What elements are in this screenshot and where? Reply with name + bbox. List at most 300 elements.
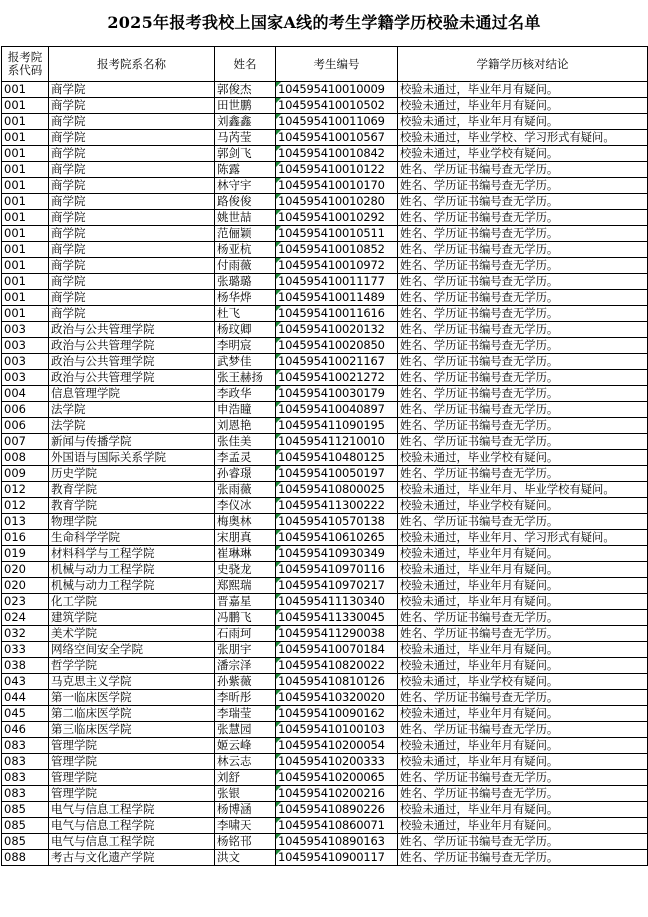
candidate-name-cell: 杨华烨	[215, 290, 276, 306]
candidate-name-cell: 张璐璐	[215, 274, 276, 290]
conclusion-cell: 校验未通过，毕业年月有疑问。	[398, 706, 648, 722]
candidate-number-cell: 104595410970217	[276, 578, 398, 594]
table-row	[2, 770, 648, 786]
conclusion-cell: 姓名、学历证书编号查无学历。	[398, 370, 648, 386]
candidate-name-cell: 张慧园	[215, 722, 276, 738]
dept-name-cell: 哲学学院	[49, 658, 215, 674]
dept-code-cell: 016	[2, 530, 49, 546]
candidate-number-cell: 104595410010511	[276, 226, 398, 242]
dept-name-cell: 教育学院	[49, 482, 215, 498]
dept-name-cell: 信息管理学院	[49, 386, 215, 402]
candidate-number-cell: 104595411290038	[276, 626, 398, 642]
candidate-number-cell: 104595410020132	[276, 322, 398, 338]
candidate-name-cell: 史骁龙	[215, 562, 276, 578]
dept-code-cell: 003	[2, 322, 49, 338]
conclusion-cell: 校验未通过，毕业年月有疑问。	[398, 562, 648, 578]
candidate-number-cell: 104595410200065	[276, 770, 398, 786]
table-row	[2, 178, 648, 194]
dept-name-cell: 电气与信息工程学院	[49, 834, 215, 850]
candidate-name-cell: 姬云峰	[215, 738, 276, 754]
dept-name-cell: 商学院	[49, 226, 215, 242]
dept-name-cell: 建筑学院	[49, 610, 215, 626]
candidate-name-cell: 孙睿璟	[215, 466, 276, 482]
candidate-number-cell: 104595410010852	[276, 242, 398, 258]
table-row	[2, 146, 648, 162]
candidate-name-cell: 李政华	[215, 386, 276, 402]
dept-code-cell: 024	[2, 610, 49, 626]
candidate-name-cell: 石雨珂	[215, 626, 276, 642]
conclusion-cell: 姓名、学历证书编号查无学历。	[398, 210, 648, 226]
dept-name-cell: 生命科学学院	[49, 530, 215, 546]
conclusion-cell: 姓名、学历证书编号查无学历。	[398, 786, 648, 802]
candidate-number-cell: 104595410900117	[276, 850, 398, 866]
table-row	[2, 418, 648, 434]
candidate-number-cell: 104595410010009	[276, 82, 398, 98]
candidate-name-cell: 洪文	[215, 850, 276, 866]
dept-name-cell: 第一临床医学院	[49, 690, 215, 706]
candidate-number-cell: 104595410320020	[276, 690, 398, 706]
candidate-name-cell: 付雨薇	[215, 258, 276, 274]
conclusion-cell: 校验未通过，毕业学校有疑问。	[398, 450, 648, 466]
dept-code-cell: 003	[2, 338, 49, 354]
conclusion-cell: 姓名、学历证书编号查无学历。	[398, 258, 648, 274]
candidate-number-cell: 104595410011616	[276, 306, 398, 322]
table-row	[2, 114, 648, 130]
candidate-number-cell: 104595410090162	[276, 706, 398, 722]
table-row	[2, 450, 648, 466]
conclusion-cell: 姓名、学历证书编号查无学历。	[398, 418, 648, 434]
page-title: 2025年报考我校上国家A线的考生学籍学历校验未通过名单	[107, 13, 541, 32]
candidate-number-cell: 104595410010567	[276, 130, 398, 146]
table-row	[2, 674, 648, 690]
table-row	[2, 530, 648, 546]
table-row	[2, 578, 648, 594]
table-row	[2, 338, 648, 354]
dept-code-cell: 085	[2, 834, 49, 850]
conclusion-cell: 校验未通过，毕业学校、学习形式有疑问。	[398, 130, 648, 146]
dept-code-cell: 001	[2, 242, 49, 258]
dept-name-cell: 管理学院	[49, 786, 215, 802]
dept-code-cell: 003	[2, 370, 49, 386]
table-row	[2, 754, 648, 770]
dept-code-cell: 013	[2, 514, 49, 530]
conclusion-cell: 校验未通过，毕业年月有疑问。	[398, 754, 648, 770]
dept-code-cell: 001	[2, 194, 49, 210]
candidate-name-cell: 张佳美	[215, 434, 276, 450]
conclusion-cell: 姓名、学历证书编号查无学历。	[398, 434, 648, 450]
candidate-number-cell: 104595410010280	[276, 194, 398, 210]
candidate-name-cell: 杨亚杭	[215, 242, 276, 258]
conclusion-cell: 姓名、学历证书编号查无学历。	[398, 178, 648, 194]
candidate-name-cell: 李孟灵	[215, 450, 276, 466]
conclusion-cell: 校验未通过，毕业年月有疑问。	[398, 546, 648, 562]
candidate-name-cell: 姚世喆	[215, 210, 276, 226]
dept-name-cell: 商学院	[49, 290, 215, 306]
conclusion-cell: 姓名、学历证书编号查无学历。	[398, 626, 648, 642]
candidate-name-cell: 冯鹏飞	[215, 610, 276, 626]
dept-name-cell: 商学院	[49, 162, 215, 178]
candidate-number-cell: 104595410021272	[276, 370, 398, 386]
candidate-name-cell: 李明宸	[215, 338, 276, 354]
dept-name-cell: 历史学院	[49, 466, 215, 482]
dept-code-cell: 085	[2, 818, 49, 834]
table-row	[2, 98, 648, 114]
conclusion-cell: 姓名、学历证书编号查无学历。	[398, 402, 648, 418]
table-row	[2, 850, 648, 866]
dept-name-cell: 商学院	[49, 114, 215, 130]
conclusion-cell: 校验未通过，毕业年月有疑问。	[398, 802, 648, 818]
dept-name-cell: 商学院	[49, 194, 215, 210]
candidate-name-cell: 张王赫扬	[215, 370, 276, 386]
dept-code-cell: 020	[2, 562, 49, 578]
table-body	[2, 82, 648, 866]
dept-code-cell: 023	[2, 594, 49, 610]
candidate-number-cell: 104595410100103	[276, 722, 398, 738]
candidate-number-cell: 104595410890163	[276, 834, 398, 850]
dept-code-cell: 006	[2, 418, 49, 434]
candidate-number-cell: 104595411300222	[276, 498, 398, 514]
dept-code-cell: 001	[2, 162, 49, 178]
dept-code-cell: 009	[2, 466, 49, 482]
table-row	[2, 386, 648, 402]
table-row	[2, 482, 648, 498]
table-row	[2, 626, 648, 642]
column-header-dept-name: 报考院系名称	[49, 47, 215, 82]
conclusion-cell: 姓名、学历证书编号查无学历。	[398, 354, 648, 370]
conclusion-cell: 姓名、学历证书编号查无学历。	[398, 834, 648, 850]
dept-code-cell: 032	[2, 626, 49, 642]
candidate-number-cell: 104595410200216	[276, 786, 398, 802]
table-row	[2, 466, 648, 482]
conclusion-cell: 姓名、学历证书编号查无学历。	[398, 850, 648, 866]
dept-name-cell: 网络空间安全学院	[49, 642, 215, 658]
dept-code-cell: 001	[2, 130, 49, 146]
dept-name-cell: 马克思主义学院	[49, 674, 215, 690]
dept-code-cell: 001	[2, 258, 49, 274]
dept-name-cell: 外国语与国际关系学院	[49, 450, 215, 466]
conclusion-cell: 姓名、学历证书编号查无学历。	[398, 514, 648, 530]
dept-code-cell: 001	[2, 210, 49, 226]
table-row	[2, 370, 648, 386]
candidate-number-cell: 104595410480125	[276, 450, 398, 466]
dept-code-cell: 001	[2, 274, 49, 290]
column-header-dept-code: 报考院系代码	[2, 47, 49, 82]
candidate-name-cell: 武梦佳	[215, 354, 276, 370]
candidate-number-cell: 104595410010502	[276, 98, 398, 114]
conclusion-cell: 校验未通过，毕业年月有疑问。	[398, 658, 648, 674]
dept-code-cell: 001	[2, 306, 49, 322]
dept-name-cell: 法学院	[49, 402, 215, 418]
table-row	[2, 658, 648, 674]
conclusion-cell: 姓名、学历证书编号查无学历。	[398, 466, 648, 482]
conclusion-cell: 姓名、学历证书编号查无学历。	[398, 226, 648, 242]
dept-name-cell: 机械与动力工程学院	[49, 578, 215, 594]
dept-name-cell: 材料科学与工程学院	[49, 546, 215, 562]
conclusion-cell: 姓名、学历证书编号查无学历。	[398, 610, 648, 626]
dept-code-cell: 033	[2, 642, 49, 658]
conclusion-cell: 姓名、学历证书编号查无学历。	[398, 162, 648, 178]
candidate-name-cell: 杜飞	[215, 306, 276, 322]
candidate-name-cell: 晋嘉星	[215, 594, 276, 610]
candidate-number-cell: 104595411330045	[276, 610, 398, 626]
table-row	[2, 802, 648, 818]
table-row	[2, 562, 648, 578]
conclusion-cell: 姓名、学历证书编号查无学历。	[398, 306, 648, 322]
table-row	[2, 290, 648, 306]
candidate-name-cell: 孙紫薇	[215, 674, 276, 690]
candidate-number-cell: 104595410050197	[276, 466, 398, 482]
dept-name-cell: 政治与公共管理学院	[49, 322, 215, 338]
table-header-row	[2, 47, 648, 82]
candidate-number-cell: 104595410010122	[276, 162, 398, 178]
conclusion-cell: 姓名、学历证书编号查无学历。	[398, 770, 648, 786]
candidate-name-cell: 陈露	[215, 162, 276, 178]
dept-code-cell: 012	[2, 482, 49, 498]
candidate-name-cell: 田世鹏	[215, 98, 276, 114]
dept-code-cell: 083	[2, 770, 49, 786]
table-row	[2, 130, 648, 146]
conclusion-cell: 校验未通过，毕业年月有疑问。	[398, 578, 648, 594]
table-row	[2, 82, 648, 98]
conclusion-cell: 姓名、学历证书编号查无学历。	[398, 338, 648, 354]
dept-name-cell: 商学院	[49, 146, 215, 162]
candidate-number-cell: 104595410040897	[276, 402, 398, 418]
candidate-number-cell: 104595410610265	[276, 530, 398, 546]
candidate-name-cell: 申浩瞳	[215, 402, 276, 418]
dept-name-cell: 政治与公共管理学院	[49, 370, 215, 386]
candidate-name-cell: 郑熙瑞	[215, 578, 276, 594]
dept-code-cell: 001	[2, 98, 49, 114]
table-row	[2, 818, 648, 834]
candidate-name-cell: 郭俊杰	[215, 82, 276, 98]
dept-code-cell: 046	[2, 722, 49, 738]
dept-name-cell: 商学院	[49, 210, 215, 226]
candidate-name-cell: 刘舒	[215, 770, 276, 786]
dept-name-cell: 商学院	[49, 82, 215, 98]
conclusion-cell: 校验未通过，毕业年月有疑问。	[398, 82, 648, 98]
candidate-number-cell: 104595410011177	[276, 274, 398, 290]
dept-name-cell: 商学院	[49, 242, 215, 258]
table-row	[2, 242, 648, 258]
table-row	[2, 306, 648, 322]
candidate-name-cell: 杨玟卿	[215, 322, 276, 338]
conclusion-cell: 校验未通过，毕业学校有疑问。	[398, 498, 648, 514]
candidate-number-cell: 104595411130340	[276, 594, 398, 610]
conclusion-cell: 姓名、学历证书编号查无学历。	[398, 322, 648, 338]
candidate-number-cell: 104595410030179	[276, 386, 398, 402]
conclusion-cell: 校验未通过，毕业年月、学习形式有疑问。	[398, 530, 648, 546]
dept-name-cell: 教育学院	[49, 498, 215, 514]
dept-name-cell: 商学院	[49, 274, 215, 290]
dept-name-cell: 管理学院	[49, 754, 215, 770]
dept-code-cell: 085	[2, 802, 49, 818]
candidate-number-cell: 104595410010972	[276, 258, 398, 274]
candidate-name-cell: 崔琳琳	[215, 546, 276, 562]
dept-name-cell: 化工学院	[49, 594, 215, 610]
table-row	[2, 258, 648, 274]
conclusion-cell: 校验未通过，毕业年月有疑问。	[398, 594, 648, 610]
candidate-name-cell: 张银	[215, 786, 276, 802]
dept-code-cell: 001	[2, 178, 49, 194]
candidate-number-cell: 104595410820022	[276, 658, 398, 674]
dept-code-cell: 001	[2, 82, 49, 98]
candidate-name-cell: 李瑞莹	[215, 706, 276, 722]
candidate-name-cell: 张雨薇	[215, 482, 276, 498]
table-row	[2, 594, 648, 610]
table-row	[2, 210, 648, 226]
dept-name-cell: 商学院	[49, 130, 215, 146]
candidate-name-cell: 林云志	[215, 754, 276, 770]
dept-code-cell: 007	[2, 434, 49, 450]
dept-name-cell: 管理学院	[49, 770, 215, 786]
dept-code-cell: 083	[2, 754, 49, 770]
dept-name-cell: 美术学院	[49, 626, 215, 642]
table-row	[2, 274, 648, 290]
candidate-number-cell: 104595410020850	[276, 338, 398, 354]
conclusion-cell: 校验未通过，毕业年月、毕业学校有疑问。	[398, 482, 648, 498]
table-row	[2, 514, 648, 530]
column-header-conclusion: 学籍学历核对结论	[398, 47, 648, 82]
table-row	[2, 834, 648, 850]
conclusion-cell: 姓名、学历证书编号查无学历。	[398, 722, 648, 738]
dept-code-cell: 004	[2, 386, 49, 402]
table-row	[2, 546, 648, 562]
table-row	[2, 434, 648, 450]
candidate-name-cell: 林守宇	[215, 178, 276, 194]
table-row	[2, 402, 648, 418]
table-row	[2, 690, 648, 706]
dept-name-cell: 物理学院	[49, 514, 215, 530]
conclusion-cell: 姓名、学历证书编号查无学历。	[398, 194, 648, 210]
dept-code-cell: 001	[2, 290, 49, 306]
dept-code-cell: 008	[2, 450, 49, 466]
table-row	[2, 706, 648, 722]
dept-name-cell: 政治与公共管理学院	[49, 354, 215, 370]
candidate-number-cell: 104595410010292	[276, 210, 398, 226]
dept-code-cell: 012	[2, 498, 49, 514]
candidate-number-cell: 104595410010170	[276, 178, 398, 194]
candidate-number-cell: 104595410970116	[276, 562, 398, 578]
candidate-name-cell: 李仪冰	[215, 498, 276, 514]
candidate-name-cell: 潘宗泽	[215, 658, 276, 674]
candidate-name-cell: 梅奥林	[215, 514, 276, 530]
candidate-number-cell: 104595410800025	[276, 482, 398, 498]
dept-code-cell: 020	[2, 578, 49, 594]
dept-code-cell: 038	[2, 658, 49, 674]
candidate-number-cell: 104595410011069	[276, 114, 398, 130]
dept-code-cell: 043	[2, 674, 49, 690]
dept-code-cell: 001	[2, 226, 49, 242]
conclusion-cell: 姓名、学历证书编号查无学历。	[398, 290, 648, 306]
table-row	[2, 322, 648, 338]
candidate-name-cell: 刘恩艳	[215, 418, 276, 434]
dept-code-cell: 088	[2, 850, 49, 866]
candidate-name-cell: 杨铭邗	[215, 834, 276, 850]
dept-code-cell: 044	[2, 690, 49, 706]
candidate-name-cell: 马芮莹	[215, 130, 276, 146]
dept-code-cell: 019	[2, 546, 49, 562]
conclusion-cell: 校验未通过，毕业学校有疑问。	[398, 674, 648, 690]
dept-name-cell: 政治与公共管理学院	[49, 338, 215, 354]
candidate-name-cell: 范俪颖	[215, 226, 276, 242]
table-row	[2, 738, 648, 754]
candidate-number-cell: 104595410570138	[276, 514, 398, 530]
table-row	[2, 226, 648, 242]
conclusion-cell: 校验未通过，毕业年月有疑问。	[398, 738, 648, 754]
candidate-number-cell: 104595411090195	[276, 418, 398, 434]
dept-name-cell: 第三临床医学院	[49, 722, 215, 738]
table-row	[2, 162, 648, 178]
table-row	[2, 194, 648, 210]
conclusion-cell: 姓名、学历证书编号查无学历。	[398, 690, 648, 706]
conclusion-cell: 校验未通过，毕业年月有疑问。	[398, 642, 648, 658]
dept-name-cell: 商学院	[49, 306, 215, 322]
dept-name-cell: 法学院	[49, 418, 215, 434]
dept-name-cell: 考古与文化遗产学院	[49, 850, 215, 866]
candidate-number-cell: 104595410021167	[276, 354, 398, 370]
candidate-name-cell: 宋朋真	[215, 530, 276, 546]
dept-name-cell: 新闻与传播学院	[49, 434, 215, 450]
dept-name-cell: 商学院	[49, 178, 215, 194]
dept-code-cell: 001	[2, 146, 49, 162]
dept-code-cell: 083	[2, 738, 49, 754]
dept-code-cell: 003	[2, 354, 49, 370]
candidate-name-cell: 郭剑飞	[215, 146, 276, 162]
candidate-name-cell: 杨博涵	[215, 802, 276, 818]
candidate-number-cell: 104595410890226	[276, 802, 398, 818]
candidate-name-cell: 张朋宇	[215, 642, 276, 658]
dept-name-cell: 商学院	[49, 98, 215, 114]
table-row	[2, 722, 648, 738]
table-row	[2, 610, 648, 626]
table-row	[2, 354, 648, 370]
conclusion-cell: 校验未通过，毕业年月有疑问。	[398, 114, 648, 130]
dept-code-cell: 083	[2, 786, 49, 802]
dept-name-cell: 第二临床医学院	[49, 706, 215, 722]
conclusion-cell: 姓名、学历证书编号查无学历。	[398, 386, 648, 402]
column-header-name: 姓名	[215, 47, 276, 82]
dept-name-cell: 机械与动力工程学院	[49, 562, 215, 578]
dept-code-cell: 045	[2, 706, 49, 722]
conclusion-cell: 姓名、学历证书编号查无学历。	[398, 274, 648, 290]
dept-code-cell: 001	[2, 114, 49, 130]
dept-code-cell: 006	[2, 402, 49, 418]
table-row	[2, 786, 648, 802]
conclusion-cell: 校验未通过，毕业学校有疑问。	[398, 146, 648, 162]
dept-name-cell: 电气与信息工程学院	[49, 818, 215, 834]
candidate-number-cell: 104595410860071	[276, 818, 398, 834]
table-row	[2, 498, 648, 514]
candidate-number-cell: 104595410011489	[276, 290, 398, 306]
dept-name-cell: 商学院	[49, 258, 215, 274]
dept-name-cell: 管理学院	[49, 738, 215, 754]
candidate-number-cell: 104595410070184	[276, 642, 398, 658]
candidate-name-cell: 路俊俊	[215, 194, 276, 210]
candidate-number-cell: 104595410930349	[276, 546, 398, 562]
conclusion-cell: 校验未通过，毕业年月有疑问。	[398, 98, 648, 114]
dept-name-cell: 电气与信息工程学院	[49, 802, 215, 818]
candidate-name-cell: 刘鑫鑫	[215, 114, 276, 130]
candidate-number-cell: 104595410200054	[276, 738, 398, 754]
candidate-number-cell: 104595410200333	[276, 754, 398, 770]
candidate-name-cell: 李昕彤	[215, 690, 276, 706]
candidate-name-cell: 李啸天	[215, 818, 276, 834]
conclusion-cell: 校验未通过，毕业年月有疑问。	[398, 818, 648, 834]
conclusion-cell: 姓名、学历证书编号查无学历。	[398, 242, 648, 258]
candidate-number-cell: 104595411210010	[276, 434, 398, 450]
candidate-number-cell: 104595410810126	[276, 674, 398, 690]
column-header-candidate-no: 考生编号	[276, 47, 398, 82]
